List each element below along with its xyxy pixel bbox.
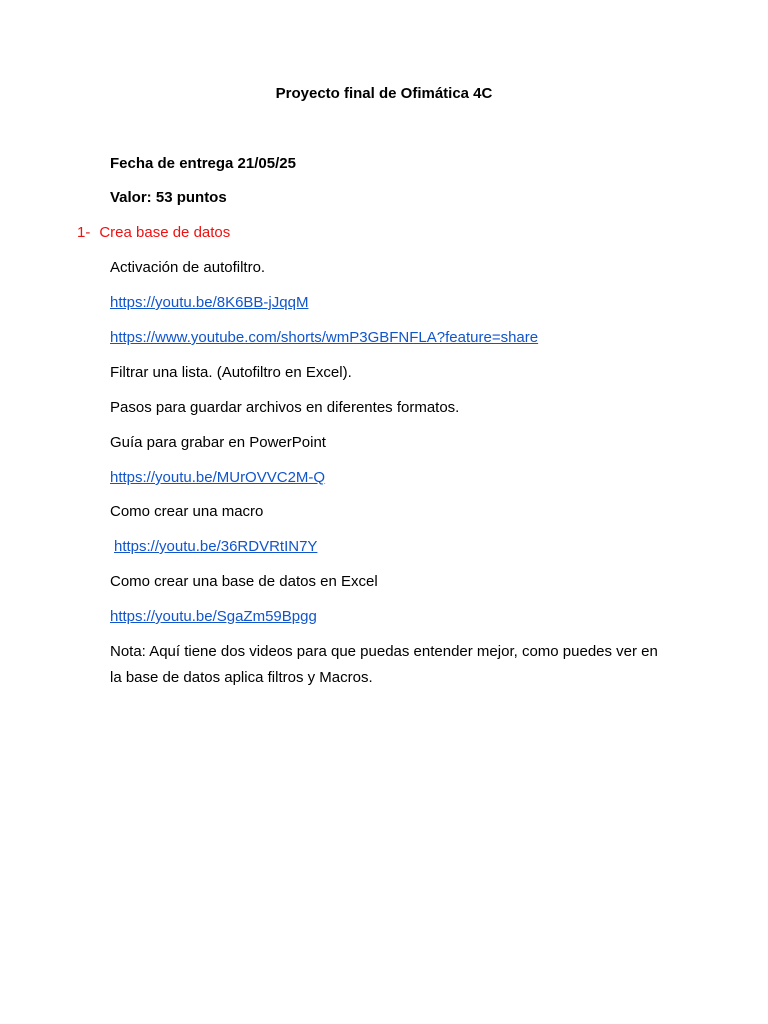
video-link-5[interactable]: https://youtu.be/SgaZm59Bpgg bbox=[110, 608, 317, 625]
point-value: Valor: 53 puntos bbox=[110, 189, 227, 206]
section-heading bbox=[77, 224, 230, 242]
video-link-3[interactable]: https://youtu.be/MUrOVVC2M-Q bbox=[110, 469, 326, 486]
video-link-2[interactable]: https://www.youtube.com/shorts/wmP3GBFNFLA?feature=share bbox=[110, 329, 539, 346]
autofilter-activation-text: Activación de autofiltro. bbox=[110, 259, 266, 276]
macro-howto-text: Como crear una macro bbox=[110, 503, 264, 520]
filter-list-text: Filtrar una lista. (Autofiltro en Excel). bbox=[110, 364, 352, 381]
save-steps-text: Pasos para guardar archivos en diferentes formatos. bbox=[110, 399, 460, 416]
ppt-guide-text: Guía para grabar en PowerPoint bbox=[110, 434, 326, 451]
section-label: Crea base de datos bbox=[99, 224, 231, 241]
video-link-1[interactable]: https://youtu.be/8K6BB-jJqqM bbox=[110, 294, 309, 311]
video-link-4[interactable]: https://youtu.be/36RDVRtIN7Y bbox=[114, 538, 318, 555]
db-howto-text: Como crear una base de datos en Excel bbox=[110, 573, 378, 590]
section-number: 1- bbox=[77, 224, 91, 241]
document-title: Proyecto final de Ofimática 4C bbox=[275, 85, 493, 102]
note-paragraph: Nota: Aquí tiene dos videos para que puedas entender mejor, como puedes ver en la base de datos aplica filtros y Macros. bbox=[110, 643, 658, 686]
due-date: Fecha de entrega 21/05/25 bbox=[110, 155, 296, 172]
